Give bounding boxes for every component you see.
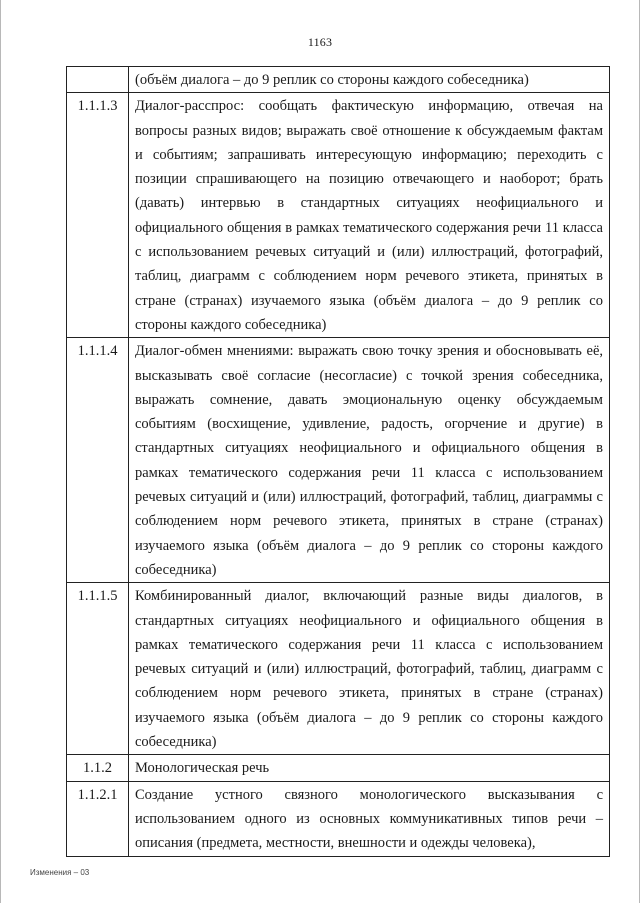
table-row bbox=[67, 338, 610, 583]
row-text: Создание устного связного монологического высказывания с использованием одного из основных коммуникативных типов речи – описания (предмета, местности, внешности и одежды человека), bbox=[129, 781, 610, 856]
row-text: Диалог-расспрос: сообщать фактическую информацию, отвечая на вопросы разных видов; выражать своё отношение к обсуждаемым фактам и событиям; запрашивать интересующую информацию; переходить с позиции спрашивающего на позицию отвечающего и наоборот; брать (давать) интервью в стандартных ситуациях неофициального и официального общения в рамках тематического содержания речи 11 класса с использованием речевых ситуаций и (или) иллюстраций, фотографий, таблиц, диаграмм с соблюдением норм речевого этикета, принятых в стране (странах) изучаемого языка (объём диалога – до 9 реплик со стороны каждого собеседника) bbox=[129, 93, 610, 338]
row-text: Монологическая речь bbox=[129, 755, 610, 781]
row-number: 1.1.1.3 bbox=[67, 93, 129, 338]
page-number: 1163 bbox=[307, 35, 333, 49]
row-number: 1.1.2.1 bbox=[67, 781, 129, 856]
table-row bbox=[67, 67, 610, 93]
row-number: 1.1.2 bbox=[67, 755, 129, 781]
curriculum-table bbox=[66, 66, 610, 857]
table-row bbox=[67, 781, 610, 856]
row-text: Диалог-обмен мнениями: выражать свою точку зрения и обосновывать её, высказывать своё согласие (несогласие) с точкой зрения собеседника, выражать сомнение, давать эмоциональную оценку обсуждаемым событиям (восхищение, удивление, радость, огорчение и другие) в стандартных ситуациях неофициального и официального общения в рамках тематического содержания речи 11 класса с использованием речевых ситуаций и (или) иллюстраций, фотографий, таблиц, диаграммы с соблюдением норм речевого этикета, принятых в стране (странах) изучаемого языка (объём диалога – до 9 реплик со стороны каждого собеседника) bbox=[129, 338, 610, 583]
table-row bbox=[67, 755, 610, 781]
row-text: Комбинированный диалог, включающий разные виды диалогов, в стандартных ситуациях неофициального и официального общения в рамках тематического содержания речи 11 класса с использованием речевых ситуаций и (или) иллюстраций, фотографий, таблиц, диаграмм с соблюдением норм речевого этикета, принятых в стране (странах) изучаемого языка (объём диалога – до 9 реплик со стороны каждого собеседника) bbox=[129, 583, 610, 755]
row-number bbox=[67, 67, 129, 93]
table-row bbox=[67, 93, 610, 338]
footer-revision-note: Изменения – 03 bbox=[30, 868, 90, 877]
row-number: 1.1.1.5 bbox=[67, 583, 129, 755]
table-row bbox=[67, 583, 610, 755]
row-number: 1.1.1.4 bbox=[67, 338, 129, 583]
row-text: (объём диалога – до 9 реплик со стороны каждого собеседника) bbox=[129, 67, 610, 93]
scan-left-edge bbox=[0, 0, 1, 903]
